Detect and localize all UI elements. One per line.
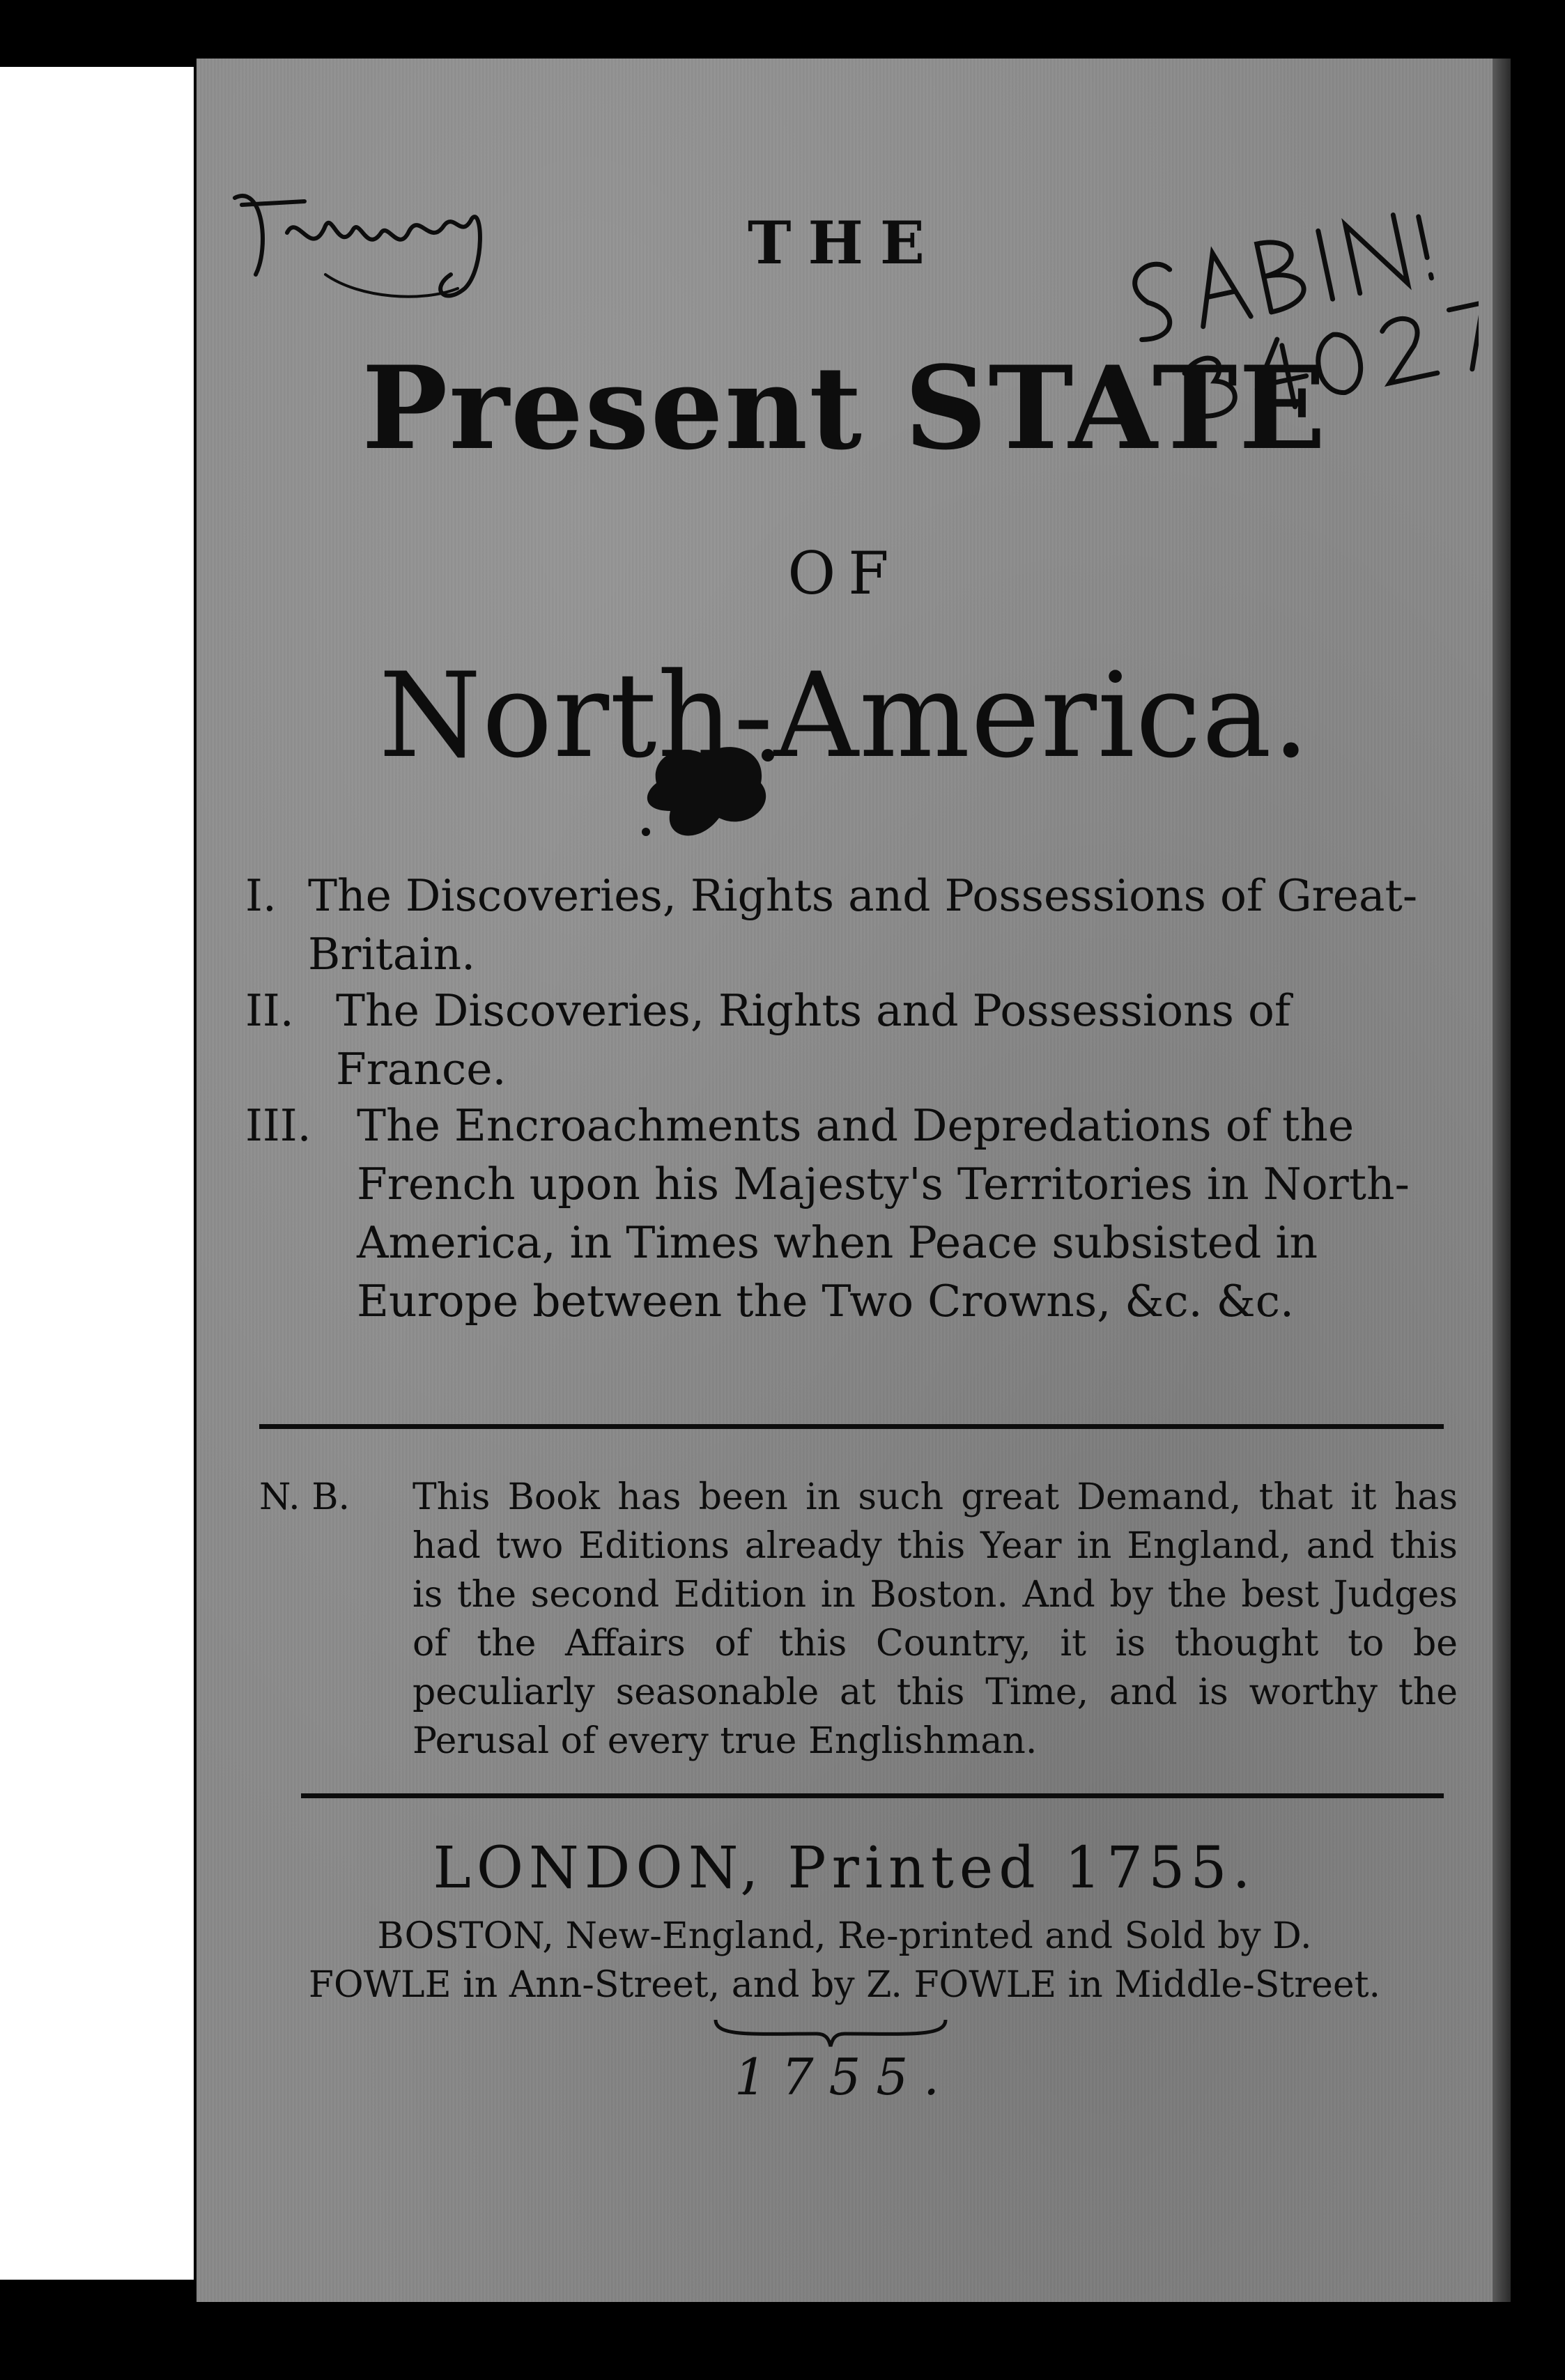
title-north-america: North-America. bbox=[378, 647, 1311, 784]
imprint-london: LONDON, Printed 1755. bbox=[433, 1835, 1256, 1901]
imprint-year: 1755. bbox=[734, 2048, 955, 2106]
scan-margin-strip bbox=[0, 67, 194, 2280]
note-label: N. B. bbox=[259, 1476, 350, 1518]
divider-rule bbox=[301, 1793, 1444, 1798]
title-of: OF bbox=[787, 539, 902, 608]
ornamental-brace bbox=[712, 2013, 949, 2048]
note-text: This Book has been in such great Demand, that it has had two Editions already this Year in England, and this is the second Edition in Boston. And by the best Judges of the Affairs of this Country, it is thought to be peculiarly seasonable at this Time, and is worthy the Perusal of every true Englishman. bbox=[413, 1476, 1458, 1762]
divider-rule bbox=[259, 1424, 1444, 1429]
contents-numeral-3: III. bbox=[245, 1100, 311, 1151]
title-the: THE bbox=[748, 208, 941, 277]
title-present-state: Present STATE bbox=[362, 341, 1327, 475]
contents-numeral-2: II. bbox=[245, 985, 294, 1036]
contents-item-2: The Discoveries, Rights and Possessions of France. bbox=[336, 985, 1291, 1095]
contents-item-3: The Encroachments and Depredations of the French upon his Majesty's Territories in North-America, in Times when Peace subsisted in Europe between the Two Crowns, &c. &c. bbox=[357, 1100, 1410, 1327]
imprint-boston: BOSTON, New-England, Re-printed and Sold by D. bbox=[377, 1915, 1312, 1957]
page-edge bbox=[1493, 59, 1511, 2302]
imprint-fowle: FOWLE in Ann-Street, and by Z. FOWLE in Middle-Street. bbox=[308, 1964, 1381, 2006]
contents-numeral-1: I. bbox=[245, 870, 277, 921]
contents-item-1: The Discoveries, Rights and Possessions of Great-Britain. bbox=[308, 870, 1418, 980]
title-page bbox=[196, 59, 1493, 2302]
